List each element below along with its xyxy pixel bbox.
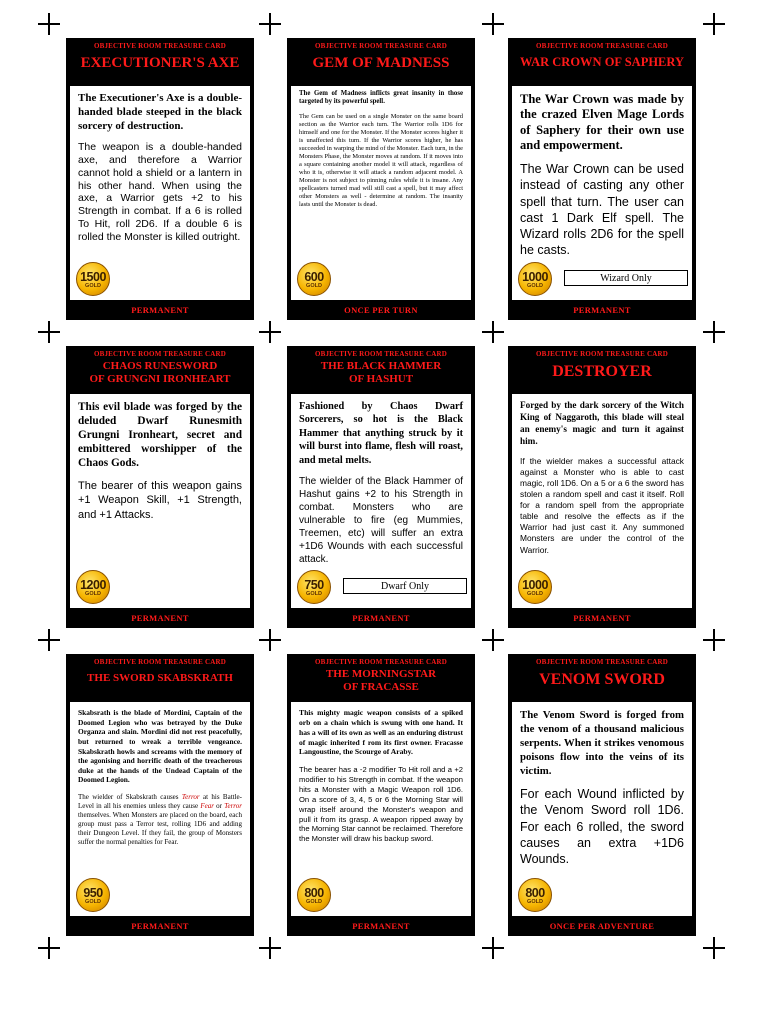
card-footer: PERMANENT <box>131 613 189 623</box>
card-intro: The War Crown was made by the crazed Elven Mage Lords of Saphery for their own use and empowerment. <box>520 92 684 152</box>
crop-mark <box>482 321 504 343</box>
gold-label: GOLD <box>85 591 101 597</box>
card-intro: The Gem of Madness inflicts great insanity in those targeted by its powerful spell. <box>299 90 463 106</box>
card-type-label: OBJECTIVE ROOM TREASURE CARD <box>535 350 669 358</box>
card-header <box>508 346 696 394</box>
card-rules: The War Crown can be used instead of casting any other spell that turn. The user can cast 1 Dark Elf spell. The Wizard rolls 2D6 for the spell he casts. <box>520 162 684 258</box>
card-body <box>291 394 471 608</box>
card-body <box>512 86 692 300</box>
card-intro: This evil blade was forged by the deluded Dwarf Runesmith Grungni Ironheart, secret and embittered worshipper of the Chaos Gods. <box>78 401 242 470</box>
treasure-card-sword-skabskrath <box>66 654 254 936</box>
card-title-line-2: OF FRACASSE <box>343 680 419 693</box>
card-type-label: OBJECTIVE ROOM TREASURE CARD <box>314 350 448 358</box>
gold-value: 800 <box>525 886 545 900</box>
card-rules: The weapon is a double-handed axe, and therefore a Warrior cannot hold a shield or a lantern in his other hand. When using the axe, a Warrior gets +2 to his Strength in combat. If a 6 is rolled To Hit, roll 2D6. If a double 6 is rolled the Monster is killed outright. <box>78 141 242 243</box>
treasure-card-morningstar-of-fracasse <box>287 654 475 936</box>
crop-mark <box>703 629 725 651</box>
gold-label: GOLD <box>85 283 101 289</box>
crop-mark <box>259 629 281 651</box>
card-title: EXECUTIONER'S AXE <box>80 55 240 71</box>
terror-keyword: Terror <box>181 793 200 801</box>
gold-value: 800 <box>304 886 324 900</box>
rules-text: The wielder of Skabskrath causes <box>78 793 182 801</box>
terror-keyword: Terror <box>224 802 242 811</box>
gold-value: 1000 <box>522 578 548 592</box>
gold-value: 1000 <box>522 270 548 284</box>
card-body <box>70 702 250 916</box>
rules-text: at his Battle-Level in all his enemies unless they cause <box>78 793 242 811</box>
card-body <box>512 394 692 608</box>
gold-label: GOLD <box>527 283 543 289</box>
treasure-card-venom-sword <box>508 654 696 936</box>
card-type-label: OBJECTIVE ROOM TREASURE CARD <box>93 42 227 50</box>
card-rules: The Gem can be used on a single Monster on the same board section as the Warrior each turn. The Warrior rolls 1D6 for himself and one for the Monster. If the Monster scores higher it is unaffected this turn. If the Warrior scores higher, he has succeeded in warping the mind of the Monster. Each turn, in the Monsters Phase, the Monster moves at random. If it moves into a square containing another model it will attack, regardless of who it is, otherwise it will attack a random adjacent model. A Monster is not subject to pinning rules while it is insane. Any spellcasters turned mad will still cast a spell, but it may affect other Monsters as well - determine at random. The insanity lasts until the Monster is dead. <box>299 112 463 208</box>
gold-coin-icon <box>297 878 331 912</box>
card-intro: The Venom Sword is forged from the venom of a thousand malicious serpents. When it strikes venomous poisons flow into the veins of its victim. <box>520 709 684 778</box>
card-title: GEM OF MADNESS <box>312 55 450 71</box>
gold-label: GOLD <box>306 899 322 905</box>
card-rules: The bearer has a -2 modifier To Hit roll and a +2 modifier to his Strength in combat. If the weapon hits a Monster with a Magic Weapon roll 1D6. On a score of 3, 4, 5 or 6 the Morning Star will wrap itself around the Monster's weapon and pull it from its grasp. A weapon ripped away by the Morning Star cannot be reclaimed. Therefore the Monster will draw his backup sword. <box>299 765 463 844</box>
rules-text: or <box>213 802 225 811</box>
crop-mark <box>259 937 281 959</box>
gold-coin-icon <box>518 878 552 912</box>
card-footer: PERMANENT <box>352 613 410 623</box>
gold-label: GOLD <box>306 283 322 289</box>
crop-mark <box>482 937 504 959</box>
crop-mark <box>703 937 725 959</box>
card-title: WAR CROWN OF SAPHERY <box>519 55 685 69</box>
rules-text: themselves. When Monsters are placed on the board, each group must pass a Terror test, rolling 1D6 and adding their Dungeon Level. If they fail, the group of Monsters suffer the normal penalties for Fear. <box>78 811 242 847</box>
treasure-card-executioners-axe <box>66 38 254 320</box>
class-restriction-box: Wizard Only <box>564 270 688 286</box>
treasure-card-black-hammer-of-hashut <box>287 346 475 628</box>
treasure-card-gem-of-madness <box>287 38 475 320</box>
card-footer: PERMANENT <box>573 613 631 623</box>
crop-mark <box>703 13 725 35</box>
card-header <box>287 346 475 394</box>
crop-mark <box>259 13 281 35</box>
card-header <box>66 38 254 86</box>
card-body <box>291 86 471 300</box>
gold-value: 1200 <box>80 578 106 592</box>
card-body <box>291 702 471 916</box>
card-title: THE SWORD SKABSKRATH <box>87 672 233 684</box>
gold-label: GOLD <box>527 899 543 905</box>
gold-coin-icon <box>518 570 552 604</box>
card-footer: ONCE PER ADVENTURE <box>549 921 655 931</box>
card-rules <box>78 793 242 848</box>
gold-coin-icon <box>297 262 331 296</box>
card-header <box>287 38 475 86</box>
treasure-card-war-crown-of-saphery <box>508 38 696 320</box>
card-type-label: OBJECTIVE ROOM TREASURE CARD <box>93 658 227 666</box>
card-title-line-2: OF HASHUT <box>348 372 414 385</box>
gold-coin-icon <box>518 262 552 296</box>
card-type-label: OBJECTIVE ROOM TREASURE CARD <box>535 42 669 50</box>
card-intro: Forged by the dark sorcery of the Witch King of Naggaroth, this blade will steal an enemy's magic and turn it against him. <box>520 400 684 446</box>
card-rules: The wielder of the Black Hammer of Hashut gains +2 to his Strength in combat. Monsters who are vulnerable to fire (eg Mummies, Treemen, etc) will suffer an extra +1D6 Wounds with each successful attack. <box>299 475 463 565</box>
card-type-label: OBJECTIVE ROOM TREASURE CARD <box>314 42 448 50</box>
card-header <box>66 654 254 702</box>
card-type-label: OBJECTIVE ROOM TREASURE CARD <box>314 658 448 666</box>
gold-coin-icon <box>76 878 110 912</box>
card-title-line-1: THE BLACK HAMMER <box>320 360 442 372</box>
crop-mark <box>38 13 60 35</box>
gold-coin-icon <box>297 570 331 604</box>
card-header <box>66 346 254 394</box>
card-footer: PERMANENT <box>131 921 189 931</box>
gold-value: 600 <box>304 270 324 284</box>
crop-mark <box>38 937 60 959</box>
card-type-label: OBJECTIVE ROOM TREASURE CARD <box>93 350 227 358</box>
gold-coin-icon <box>76 262 110 296</box>
gold-label: GOLD <box>85 899 101 905</box>
gold-value: 750 <box>304 578 324 592</box>
card-header <box>508 38 696 86</box>
card-intro: Fashioned by Chaos Dwarf Sorcerers, so hot is the Black Hammer that anything struck by it will burst into flame, flesh will roast, and metal melts. <box>299 401 463 466</box>
card-rules: The bearer of this weapon gains +1 Weapon Skill, +1 Strength, and +1 Attacks. <box>78 479 242 522</box>
crop-mark <box>703 321 725 343</box>
card-rules: For each Wound inflicted by the Venom Sword roll 1D6. For each 6 rolled, the sword causes an extra +1D6 Wounds. <box>520 787 684 867</box>
card-body <box>70 86 250 300</box>
crop-mark <box>482 13 504 35</box>
fear-keyword: Fear <box>200 802 214 811</box>
card-rules: If the wielder makes a successful attack against a Monster who is able to cast magic, roll 1D6. On a 5 or a 6 the sword has stolen a random spell and cast it itself. Roll for a random spell from the appropriate table and resolve the effects as if the Warrior had just cast it. Any summoned Monsters are under the control of the Warrior. <box>520 455 684 555</box>
card-footer: PERMANENT <box>131 305 189 315</box>
gold-label: GOLD <box>306 591 322 597</box>
card-intro: This mighty magic weapon consists of a spiked orb on a chain which is swung with one hand. It has a will of its own as well as an enduring distrust of magic inherited f rom its first owner. Fracasse Langoustine, the Scourge of Araby. <box>299 708 463 757</box>
gold-value: 950 <box>83 886 103 900</box>
card-header <box>508 654 696 702</box>
card-title: VENOM SWORD <box>539 671 665 688</box>
card-footer: PERMANENT <box>352 921 410 931</box>
crop-mark <box>482 629 504 651</box>
card-title-line-1: THE MORNINGSTAR <box>325 668 437 680</box>
card-title-line-1: CHAOS RUNESWORD <box>102 360 218 372</box>
card-footer: PERMANENT <box>573 305 631 315</box>
card-header <box>287 654 475 702</box>
crop-mark <box>38 629 60 651</box>
class-restriction-box: Dwarf Only <box>343 578 467 594</box>
card-title: DESTROYER <box>552 363 652 380</box>
gold-label: GOLD <box>527 591 543 597</box>
card-type-label: OBJECTIVE ROOM TREASURE CARD <box>535 658 669 666</box>
card-body <box>70 394 250 608</box>
crop-mark <box>259 321 281 343</box>
card-title-line-2: OF GRUNGNI IRONHEART <box>89 372 231 385</box>
card-footer: ONCE PER TURN <box>344 305 418 315</box>
gold-coin-icon <box>76 570 110 604</box>
treasure-card-chaos-runesword <box>66 346 254 628</box>
card-intro: The Executioner's Axe is a double-handed blade steeped in the black sorcery of destruction. <box>78 92 242 132</box>
crop-mark <box>38 321 60 343</box>
card-intro: Skabsrath is the blade of Mordini, Captain of the Doomed Legion who was betrayed by the Duke Organza and slain. Mordini did not rest peacefully, but returned to wreak a terrible vengeance. Skabskrath howls and screams with the memory of the agonising and horrific death of the treacherous duke at the hands of the Undead Captain of the Doomed Legion. <box>78 708 242 785</box>
card-body <box>512 702 692 916</box>
gold-value: 1500 <box>80 270 106 284</box>
treasure-card-destroyer <box>508 346 696 628</box>
